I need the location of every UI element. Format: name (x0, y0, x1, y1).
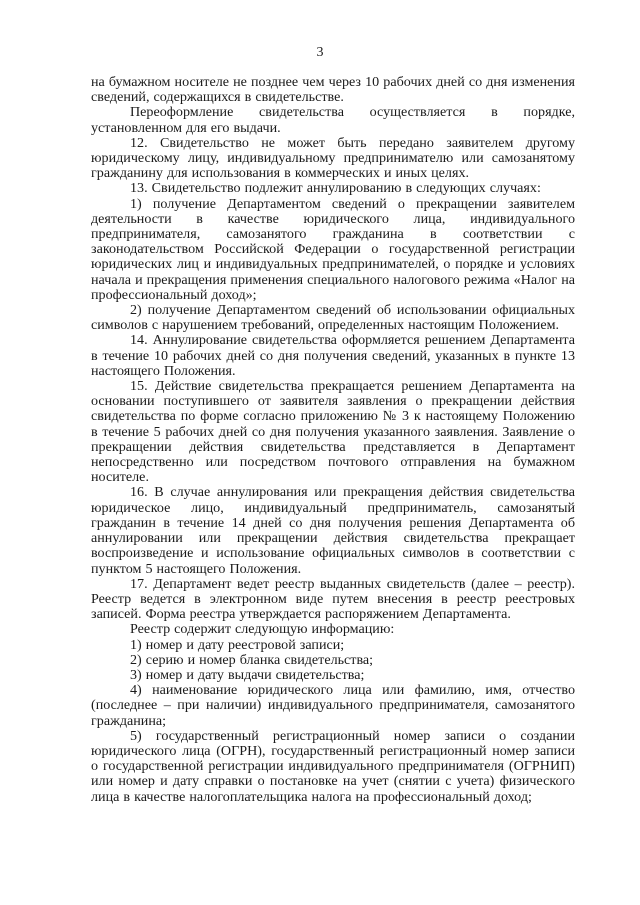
paragraph: 2) серию и номер бланка свидетельства; (130, 651, 374, 668)
paragraph: 1) номер и дату реестровой записи; (130, 636, 345, 653)
paragraph: 14. Аннулирование свидетельства оформляется решением Департамента в течение 10 рабочих дней со дня получения сведений, указанных в пункте 13 настоящего Положения. (91, 332, 575, 379)
paragraph: 1) получение Департаментом сведений о прекращении заявителем деятельности в качестве юридического лица, индивидуального предпринимателя, самозанятого гражданина в соответствии с законодательством Российской Федерации о государственной регистрации юридических лиц и индивидуальных предпринимателей, о порядке и условиях начала и прекращения применения специального налогового режима «Налог на профессиональный доход»; (91, 195, 575, 303)
paragraph: 2) получение Департаментом сведений об использовании официальных символов с нарушением требований, определенных настоящим Положением. (91, 302, 575, 334)
paragraph: 16. В случае аннулирования или прекращения действия свидетельства юридическое лицо, индивидуальный предприниматель, самозанятый гражданин в течение 14 дней со дня получения решения Департамента об аннулировании или прекращении действия свидетельства прекращает воспроизведение и использование официальных символов в соответствии с пунктом 5 настоящего Положения. (91, 484, 575, 577)
paragraph: 17. Департамент ведет реестр выданных свидетельств (далее – реестр). Реестр ведется в электронном виде путем внесения в реестр реестровых записей. Форма реестра утверждается распоряжением Департамента. (91, 575, 575, 623)
paragraph: 5) государственный регистрационный номер записи о создании юридического лица (ОГРН), государственный регистрационный номер записи о государственной регистрации индивидуального предпринимателя (ОГРНИП) или номер и дату справки о постановке на учет (снятии с учета) физического лица в качестве налогоплательщика налога на профессиональный доход; (91, 727, 575, 805)
paragraph: Переоформление свидетельства осуществляется в порядке, установленном для его выдачи. (91, 104, 575, 136)
document-body (91, 75, 575, 805)
paragraph: 12. Свидетельство не может быть передано заявителем другому юридическому лицу, индивидуальному предпринимателю или самозанятому гражданину для использования в коммерческих и иных целях. (91, 134, 575, 182)
paragraph: 4) наименование юридического лица или фамилию, имя, отчество (последнее – при наличии) индивидуального предпринимателя, самозанятого гражданина; (91, 682, 575, 729)
paragraph: 3) номер и дату выдачи свидетельства; (130, 666, 365, 683)
page-number: 3 (316, 45, 324, 60)
paragraph: Реестр содержит следующую информацию: (130, 621, 395, 638)
paragraph: 15. Действие свидетельства прекращается решением Департамента на основании поступившего от заявителя заявления о прекращении действия свидетельства по форме согласно приложению № 3 к настоящему Положению в течение 5 рабочих дней со дня получения указанного заявления. Заявление о прекращении действия свидетельства представляется в Департамент непосредственно или посредством почтового отправления на бумажном носителе. (91, 378, 575, 486)
paragraph: 13. Свидетельство подлежит аннулированию в следующих случаях: (130, 180, 541, 197)
paragraph: на бумажном носителе не позднее чем через 10 рабочих дней со дня изменения сведений, содержащихся в свидетельстве. (91, 74, 575, 106)
